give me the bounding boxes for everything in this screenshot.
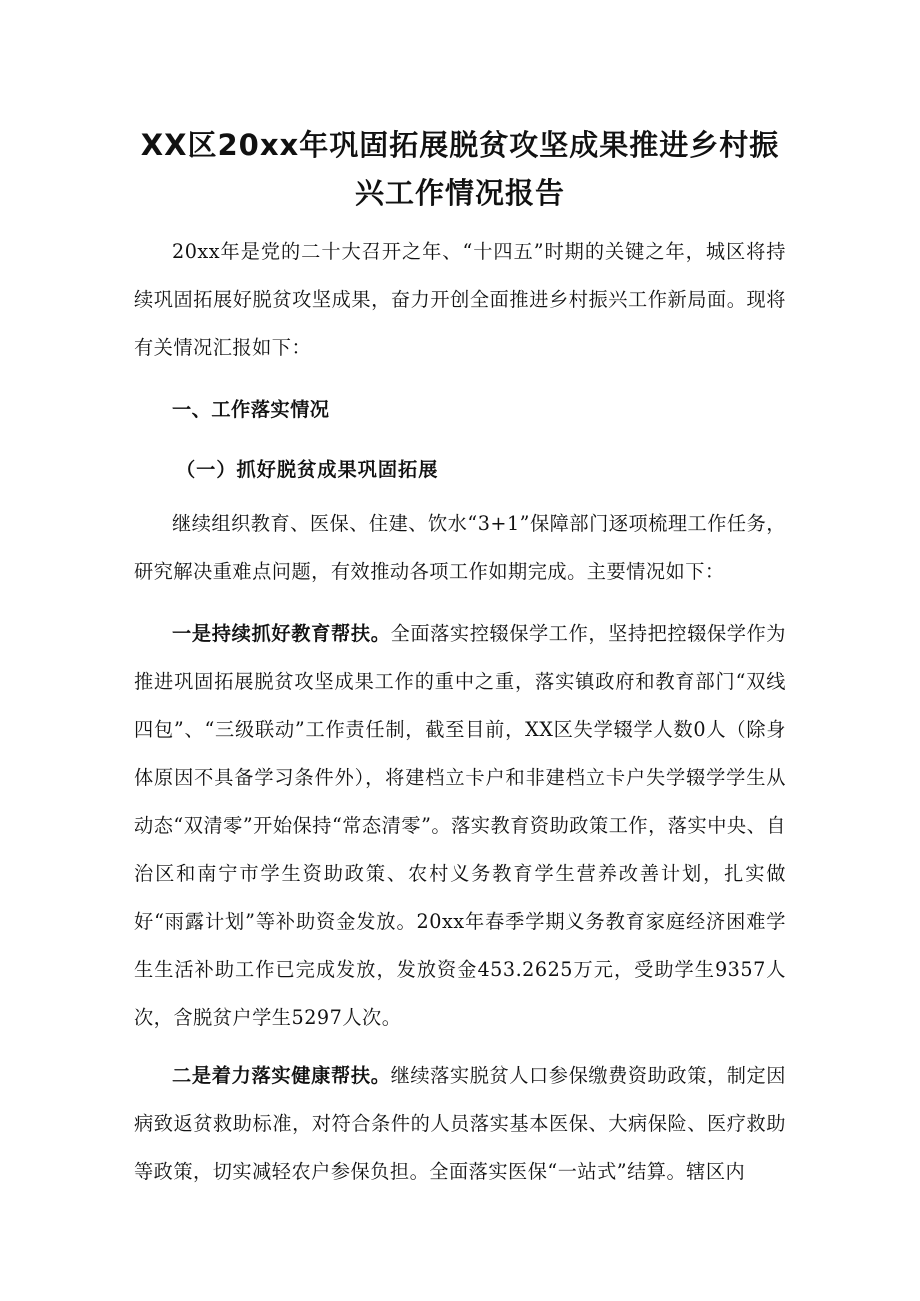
body-paragraph-education (134, 610, 786, 1042)
health-lead-text: 二是着力落实健康帮扶。 (172, 1064, 391, 1087)
education-lead-text: 一是持续抓好教育帮扶。 (172, 622, 391, 645)
education-body-text: 全面落实控辍保学工作，坚持把控辍保学作为推进巩固拓展脱贫攻坚成果工作的重中之重，落实镇政府和教育部门“双线四包”、“三级联动”工作责任制，截至目前，XX区失学辍学人数0人（除身体原因不具备学习条件外），将建档立卡户和非建档立卡户失学辍学学生从动态“双清零”开始保持“常态清零”。落实教育资助政策工作，落实中央、自治区和南宁市学生资助政策、农村义务教育学生营养改善计划，扎实做好“雨露计划”等补助资金发放。20xx年春季学期义务教育家庭经济困难学生生活补助工作已完成发放，发放资金453.2625万元，受助学生9357人次，含脱贫户学生5297人次。 (134, 622, 786, 1029)
intro-paragraph: 20xx年是党的二十大召开之年、“十四五”时期的关键之年，城区将持续巩固拓展好脱贫攻坚成果，奋力开创全面推进乡村振兴工作新局面。现将有关情况汇报如下： (134, 240, 786, 359)
section-heading: 一、工作落实情况 (172, 398, 330, 421)
health-body-text: 继续落实脱贫人口参保缴费资助政策，制定因病致返贫救助标准，对符合条件的人员落实基本医保、大病保险、医疗救助等政策，切实减轻农户参保负担。全面落实医保“一站式”结算。辖区内 (134, 1064, 786, 1183)
body-paragraph-1: 继续组织教育、医保、住建、饮水“3+1”保障部门逐项梳理工作任务，研究解决重难点问题，有效推动各项工作如期完成。主要情况如下： (134, 512, 786, 583)
document-title-line-2: 兴工作情况报告 (354, 176, 565, 210)
subsection-heading: （一）抓好脱贫成果巩固拓展 (176, 458, 439, 481)
body-paragraph-health (134, 1052, 786, 1196)
document-title-line-1: XX区20xx年巩固拓展脱贫攻坚成果推进乡村振 (140, 128, 780, 162)
